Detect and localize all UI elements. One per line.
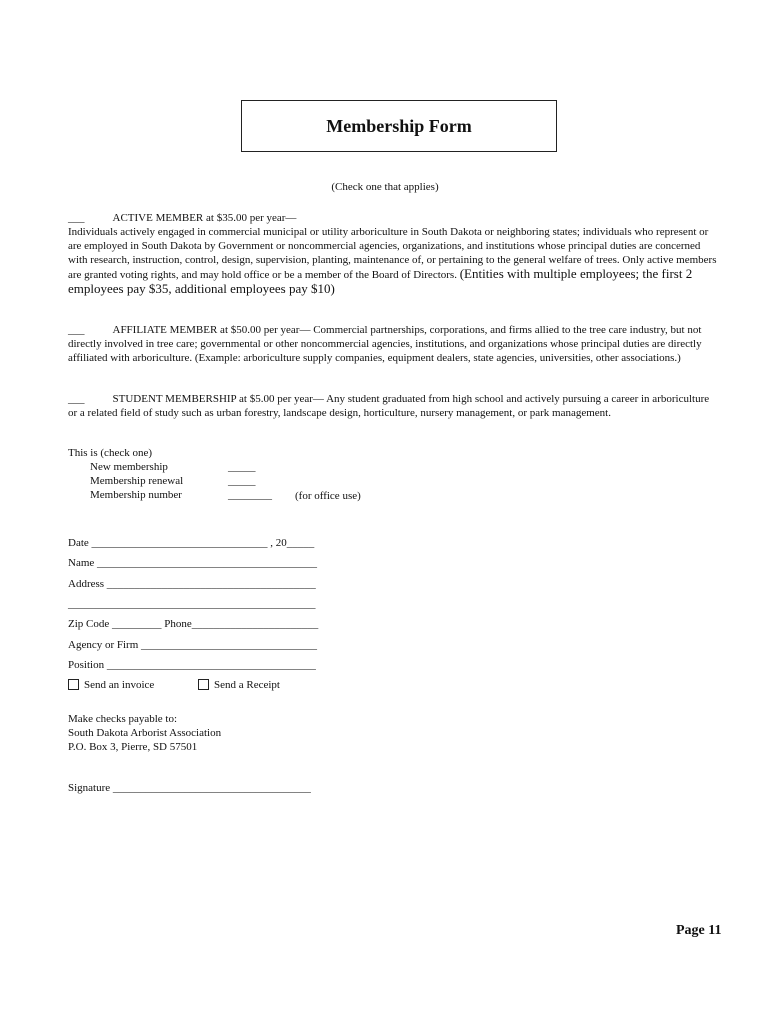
send-invoice-option[interactable] <box>68 678 154 692</box>
membership-number-blank[interactable]: ________ <box>228 489 272 501</box>
new-membership-blank[interactable]: _____ <box>228 461 256 473</box>
send-invoice-checkbox[interactable] <box>68 679 79 690</box>
signature-field[interactable]: Signature ____________________________________ <box>68 782 311 794</box>
affiliate-member-text: AFFILIATE MEMBER at $50.00 per year— Commercial partnerships, corporations, and firms allied to the tree care industry, but not directly involved in tree care; governmental or other noncommercial agencies, institutions, and organizations whose principal duties are directly affiliated with arboriculture. (Example: arboriculture supply companies, equipment dealers, state agencies, universities, other associations.) <box>68 324 702 364</box>
date-field[interactable]: Date ________________________________ , 20_____ <box>68 537 315 549</box>
send-receipt-label: Send a Receipt <box>214 679 280 691</box>
send-invoice-label: Send an invoice <box>84 679 155 691</box>
page-number: Page 11 <box>676 923 722 938</box>
membership-number-label: Membership number <box>90 489 182 501</box>
active-member-note: (Entities with multiple employees; the first 2 employees pay $35, additional employees pay $10) <box>68 266 693 296</box>
active-member-option <box>68 211 718 297</box>
new-membership-label: New membership <box>90 461 168 473</box>
agency-field[interactable]: Agency or Firm ________________________________ <box>68 639 318 651</box>
student-member-option <box>68 392 718 420</box>
membership-renewal-label: Membership renewal <box>90 475 184 487</box>
office-use-note: (for office use) <box>295 490 361 502</box>
active-member-body: Individuals actively engaged in commercial municipal or utility arboriculture in South Dakota or neighboring states; individuals who represent or are employed in South Dakota by Government or noncommercial agencies, organizations, and institutions whose principal duties are concerned with research, instruction, control, design, supervision, planting, maintenance of, or pertaining to the general welfare of trees. Only active members are granted voting rights, and may hold office or be a member of the Board of Directors. <box>68 226 717 281</box>
address-line-2-field[interactable]: _____________________________________________ <box>68 598 316 610</box>
payable-line-2: South Dakota Arborist Association <box>68 727 222 739</box>
affiliate-member-blank[interactable]: ___ <box>68 324 85 336</box>
student-member-text: STUDENT MEMBERSHIP at $5.00 per year— Any student graduated from high school and actively pursuing a career in arboriculture or a related field of study such as urban forestry, landscape design, horticulture, nursery management, or park management. <box>68 393 710 419</box>
name-field[interactable]: Name ________________________________________ <box>68 557 318 569</box>
payable-line-3: P.O. Box 3, Pierre, SD 57501 <box>68 741 198 753</box>
membership-renewal-blank[interactable]: _____ <box>228 475 256 487</box>
send-receipt-checkbox[interactable] <box>198 679 209 690</box>
active-member-blank[interactable]: ___ <box>68 212 85 224</box>
membership-type-heading: This is (check one) <box>68 447 152 459</box>
active-member-heading: ACTIVE MEMBER at $35.00 per year— <box>112 212 297 224</box>
form-title: Membership Form <box>326 115 472 136</box>
instruction-text: (Check one that applies) <box>331 181 439 193</box>
student-member-blank[interactable]: ___ <box>68 393 85 405</box>
zip-phone-field[interactable]: Zip Code _________ Phone_______________________ <box>68 618 319 630</box>
position-field[interactable]: Position ______________________________________ <box>68 659 316 671</box>
affiliate-member-option <box>68 323 718 365</box>
payable-line-1: Make checks payable to: <box>68 713 178 725</box>
send-receipt-option[interactable] <box>198 678 280 692</box>
address-field[interactable]: Address ______________________________________ <box>68 578 316 590</box>
form-title-box <box>241 100 557 152</box>
